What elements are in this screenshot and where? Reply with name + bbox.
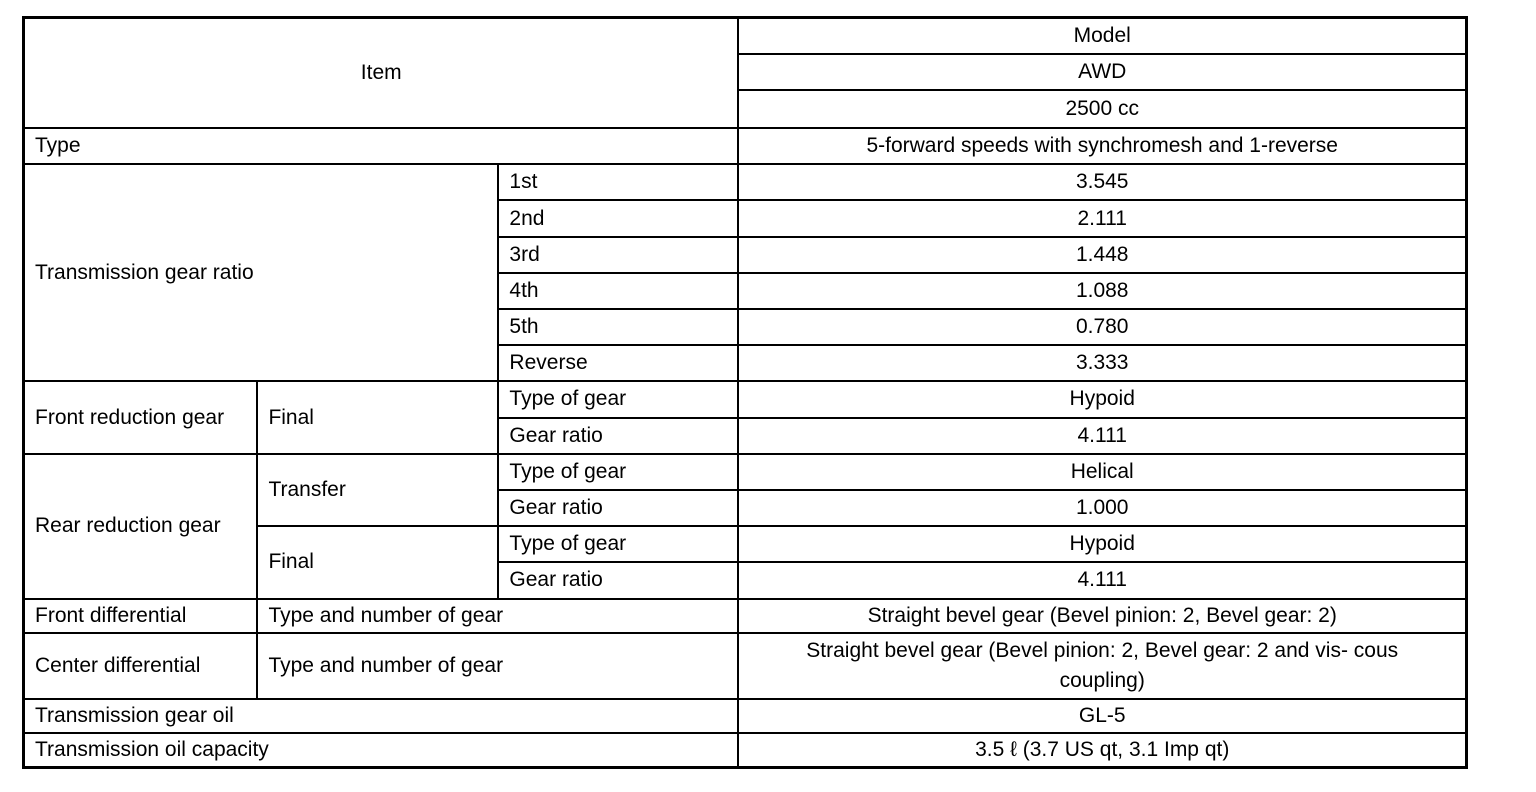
type-label: Type: [24, 128, 739, 164]
item-header: Item: [24, 18, 739, 129]
front-gear-ratio-value: 4.111: [738, 418, 1466, 454]
table-row: [24, 633, 1467, 699]
type-of-gear-label: Type of gear: [498, 526, 738, 562]
model-header: Model: [738, 18, 1466, 54]
rear-transfer-label: Transfer: [257, 454, 498, 526]
rear-final-label: Final: [257, 526, 498, 598]
front-differential-sub-label: Type and number of gear: [257, 599, 738, 633]
table-row: [24, 454, 1467, 490]
center-differential-label: Center differential: [24, 633, 258, 699]
gear-ratio-value: 1.448: [738, 237, 1466, 273]
gear-name: 3rd: [498, 237, 738, 273]
table-row: [24, 599, 1467, 633]
gear-name: 2nd: [498, 200, 738, 236]
gear-ratio-value: 2.111: [738, 200, 1466, 236]
center-differential-value: Straight bevel gear (Bevel pinion: 2, Bevel gear: 2 and vis- cous coupling): [738, 633, 1466, 699]
gear-name: 1st: [498, 164, 738, 200]
gear-ratio-label: Transmission gear ratio: [24, 164, 499, 381]
gear-name: 5th: [498, 309, 738, 345]
front-final-label: Final: [257, 381, 498, 453]
gear-ratio-value: 3.333: [738, 345, 1466, 381]
center-differential-sub-label: Type and number of gear: [257, 633, 738, 699]
rear-transfer-ratio-value: 1.000: [738, 490, 1466, 526]
table-row: [24, 381, 1467, 417]
gear-ratio-sub-label: Gear ratio: [498, 562, 738, 598]
gear-oil-value: GL-5: [738, 699, 1466, 733]
drive-header: AWD: [738, 54, 1466, 90]
gear-ratio-value: 0.780: [738, 309, 1466, 345]
oil-capacity-label: Transmission oil capacity: [24, 733, 739, 767]
gear-name: 4th: [498, 273, 738, 309]
oil-capacity-value: 3.5 ℓ (3.7 US qt, 3.1 Imp qt): [738, 733, 1466, 767]
front-type-of-gear-value: Hypoid: [738, 381, 1466, 417]
front-reduction-label: Front reduction gear: [24, 381, 258, 453]
spec-table: [22, 16, 1468, 769]
engine-header: 2500 cc: [738, 90, 1466, 128]
header-row-model: [24, 18, 1467, 54]
type-value: 5-forward speeds with synchromesh and 1-reverse: [738, 128, 1466, 164]
rear-transfer-type-value: Helical: [738, 454, 1466, 490]
type-of-gear-label: Type of gear: [498, 454, 738, 490]
gear-ratio-sub-label: Gear ratio: [498, 418, 738, 454]
gear-name: Reverse: [498, 345, 738, 381]
rear-final-type-value: Hypoid: [738, 526, 1466, 562]
table-row: [24, 164, 1467, 200]
type-of-gear-label: Type of gear: [498, 381, 738, 417]
gear-ratio-value: 1.088: [738, 273, 1466, 309]
gear-oil-label: Transmission gear oil: [24, 699, 739, 733]
rear-final-ratio-value: 4.111: [738, 562, 1466, 598]
gear-ratio-value: 3.545: [738, 164, 1466, 200]
table-row: [24, 733, 1467, 767]
front-differential-value: Straight bevel gear (Bevel pinion: 2, Bevel gear: 2): [738, 599, 1466, 633]
table-row: [24, 699, 1467, 733]
front-differential-label: Front differential: [24, 599, 258, 633]
gear-ratio-sub-label: Gear ratio: [498, 490, 738, 526]
type-row: [24, 128, 1467, 164]
rear-reduction-label: Rear reduction gear: [24, 454, 258, 599]
